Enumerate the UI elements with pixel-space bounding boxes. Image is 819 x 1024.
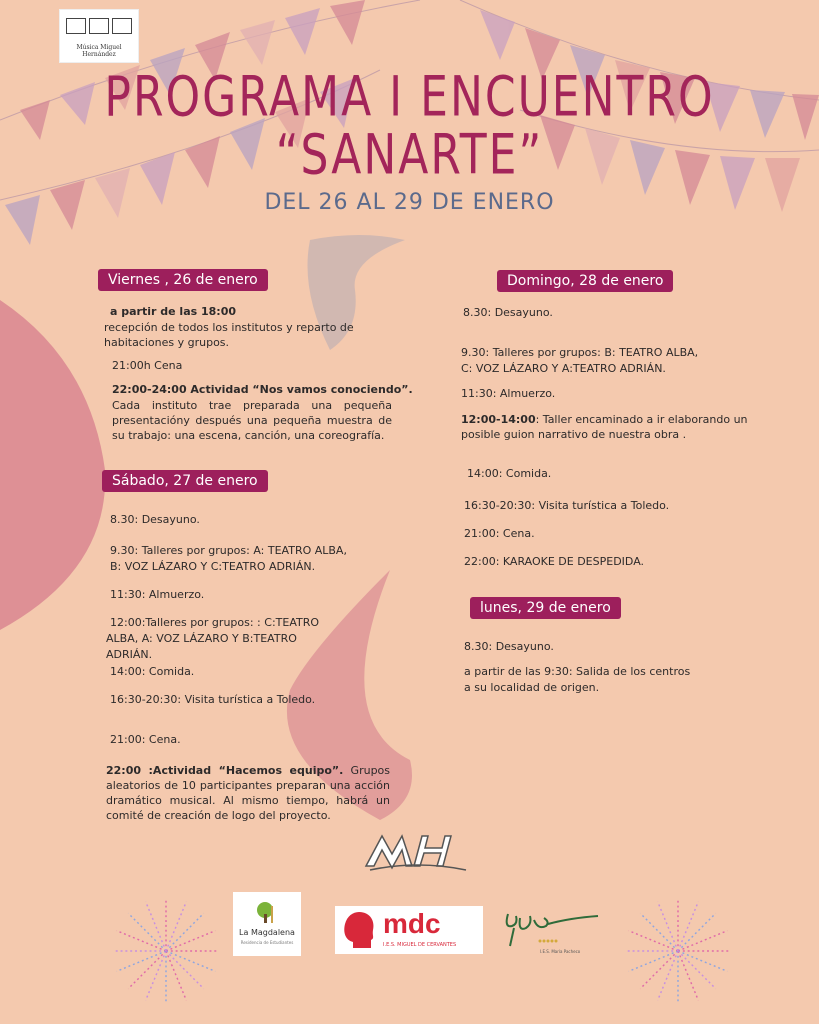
signature-logo [500, 904, 600, 952]
sabado-item-3: 11:30: Almuerzo. [110, 588, 205, 601]
sabado-item-2-line1: 9.30: Talleres por grupos: A: TEATRO ALBA, [110, 544, 347, 557]
day-header-sabado: Sábado, 27 de enero [102, 470, 268, 492]
tree-icon [255, 900, 279, 924]
logo-caption: Música Miguel Hernández [76, 44, 122, 58]
lunes-item-2-line1: a partir de las 9:30: Salida de los centros [464, 665, 691, 678]
logo-icon [89, 18, 109, 34]
sabado-item-6: 16:30-20:30: Visita turística a Toledo. [110, 693, 316, 706]
viernes-item-3-time: 22:00-24:00 Actividad “Nos vamos conociendo”. [112, 383, 413, 396]
mdc-sub: I.E.S. MIGUEL DE CERVANTES [383, 942, 457, 948]
mdc-name: mdc [383, 908, 441, 939]
head-icon [341, 910, 377, 950]
domingo-item-2-line1: 9.30: Talleres por grupos: B: TEATRO ALBA, [461, 346, 699, 359]
viernes-item-1-time: a partir de las 18:00 [110, 305, 237, 318]
domingo-item-8: 22:00: KARAOKE DE DESPEDIDA. [464, 555, 645, 568]
day-header-viernes: Viernes , 26 de enero [98, 269, 268, 291]
magdalena-sub: Residencia de Estudiantes [240, 940, 294, 945]
lunes-item-2-line2: a su localidad de origen. [464, 681, 600, 694]
firework-icon [108, 893, 224, 1009]
page-subtitle: “SANARTE” [275, 123, 544, 188]
sabado-item-4-line3: ADRIÁN. [106, 648, 153, 661]
day-header-lunes: lunes, 29 de enero [470, 597, 621, 619]
viernes-item-3-text: Cada instituto trae preparada una pequeña presentacióny después una pequeña muestra de su trabajo: una escena, canción, una coreografía. [112, 399, 392, 442]
day-header-domingo: Domingo, 28 de enero [497, 270, 673, 292]
music-logo [60, 10, 138, 62]
viernes-item-1-text: recepción de todos los institutos y reparto de habitaciones y grupos. [104, 321, 354, 349]
sabado-item-2-line2: B: VOZ LÁZARO Y C:TEATRO ADRIÁN. [110, 560, 316, 573]
sabado-item-4-line2: ALBA, A: VOZ LÁZARO Y B:TEATRO [106, 632, 297, 645]
domingo-item-5: 14:00: Comida. [467, 467, 552, 480]
sponsor-magdalena-logo [233, 892, 301, 956]
domingo-item-4-text: : Taller encaminado a ir elaborando un posible guion narrativo de nuestra obra . [461, 413, 748, 441]
logo-icon [112, 18, 132, 34]
sabado-item-7: 21:00: Cena. [110, 733, 181, 746]
event-dates: DEL 26 AL 29 DE ENERO [264, 190, 555, 215]
domingo-item-4-time: 12:00-14:00 [461, 413, 536, 426]
mh-logo [362, 826, 474, 876]
domingo-item-1: 8.30: Desayuno. [463, 306, 553, 319]
lunes-item-1: 8.30: Desayuno. [464, 640, 554, 653]
sabado-item-5: 14:00: Comida. [110, 665, 195, 678]
sabado-item-8-text: Grupos aleatorios de 10 participantes preparan una acción dramático musical. Al mismo tiempo, habrá un comité de creación de logo del proyecto. [106, 764, 391, 822]
firework-icon [620, 893, 736, 1009]
signature-sub: I.E.S. María Pacheco [540, 949, 581, 954]
domingo-item-3: 11:30: Almuerzo. [461, 387, 556, 400]
domingo-item-6: 16:30-20:30: Visita turística a Toledo. [464, 499, 670, 512]
domingo-item-2-line2: C: VOZ LÁZARO Y A:TEATRO ADRIÁN. [461, 362, 666, 375]
sponsor-mdc-logo [335, 906, 483, 954]
sabado-item-4-line1: 12:00:Talleres por grupos: : C:TEATRO [110, 616, 320, 629]
sabado-item-1: 8.30: Desayuno. [110, 513, 200, 526]
magdalena-name: La Magdalena [239, 928, 295, 937]
page-title: PROGRAMA I ENCUENTRO [104, 65, 715, 130]
domingo-item-4 [461, 412, 751, 442]
viernes-item-2: 21:00h Cena [112, 359, 183, 372]
pink-blob-left [0, 300, 110, 630]
domingo-item-7: 21:00: Cena. [464, 527, 535, 540]
logo-icon [66, 18, 86, 34]
sabado-item-8-time: 22:00 :Actividad “Hacemos equipo”. [106, 764, 344, 777]
sabado-item-8 [106, 763, 390, 823]
